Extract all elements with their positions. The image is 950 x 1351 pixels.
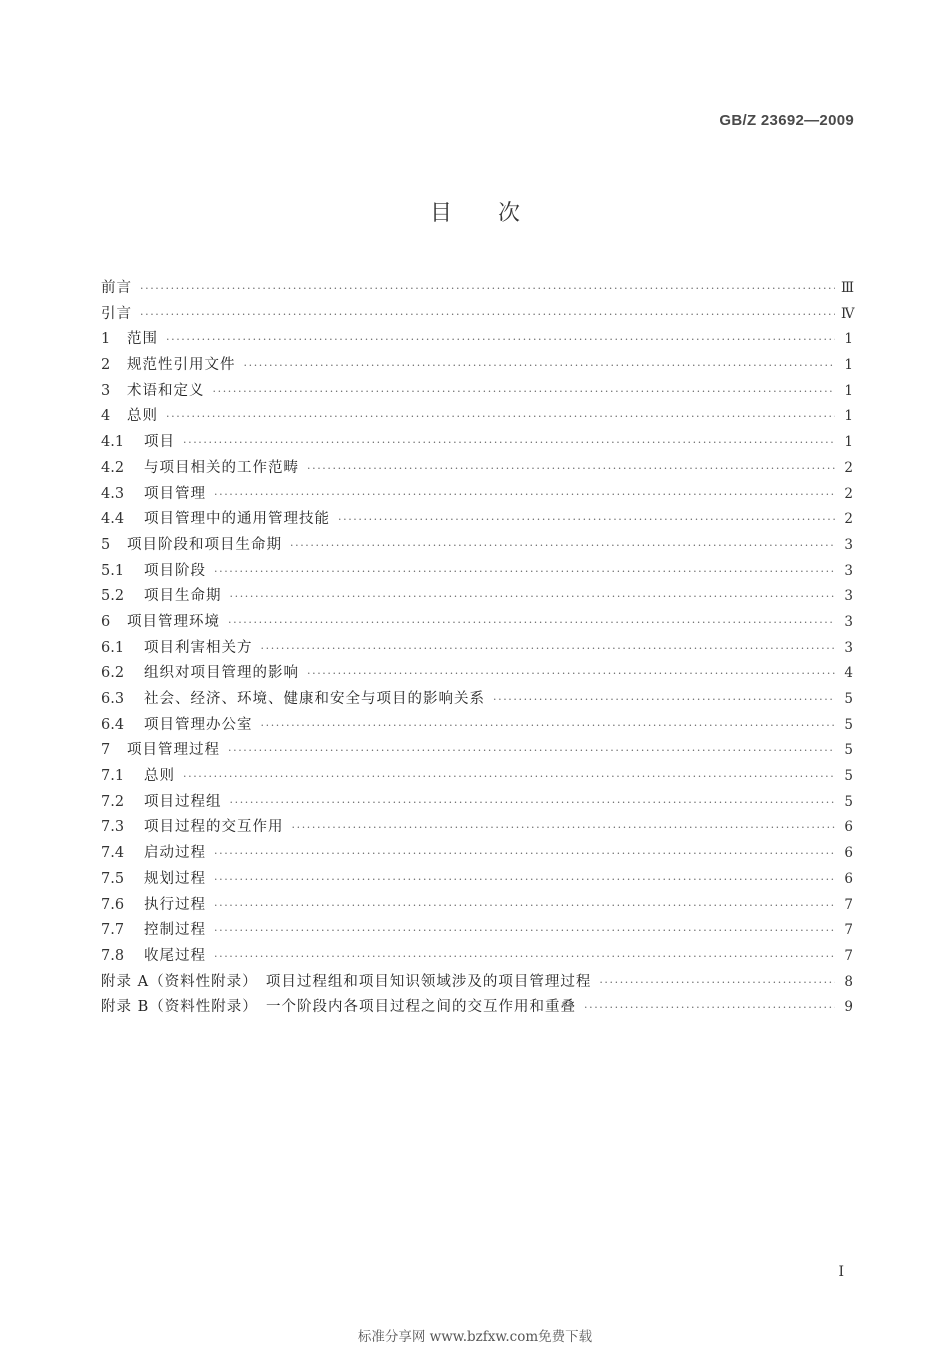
- toc-entry-title: 项目管理: [144, 485, 206, 502]
- toc-entry-number: 7.5: [101, 870, 125, 887]
- toc-entry-page: 2: [844, 459, 853, 476]
- toc-entry-title: 范围: [127, 331, 158, 348]
- toc-entry-number: 7.2: [101, 793, 125, 810]
- page-title: 目次: [429, 201, 566, 226]
- toc-entry-title: 项目阶段: [144, 562, 206, 579]
- toc-entry[interactable]: [101, 327, 853, 353]
- toc-entry[interactable]: [101, 482, 853, 508]
- toc-entry-page: 7: [844, 922, 853, 939]
- toc-entry-page: 6: [844, 845, 853, 862]
- toc-entry-page: 2: [844, 511, 853, 528]
- dot-leader: [214, 899, 835, 912]
- toc-entry-number: 4: [101, 408, 111, 425]
- watermark-text: 标准分享网 www.bzfxw.com免费下载: [357, 1329, 593, 1345]
- dot-leader: [261, 642, 836, 655]
- dot-leader: [230, 590, 836, 603]
- toc-entry-title: 项目: [144, 434, 175, 451]
- toc-entry-number: 7.4: [101, 845, 125, 862]
- toc-entry-number: 7.3: [101, 819, 125, 836]
- dot-leader: [183, 770, 835, 783]
- toc-entry-title: 项目过程的交互作用: [144, 819, 284, 836]
- toc-entry-number: 7.1: [101, 768, 125, 785]
- toc-entry-title: 引言: [101, 305, 132, 322]
- dot-leader: [214, 873, 835, 886]
- toc-entry[interactable]: [101, 893, 853, 919]
- toc-entry-title: 附录 A（资料性附录） 项目过程组和项目知识领域涉及的项目管理过程: [101, 973, 592, 990]
- toc-entry[interactable]: [101, 918, 853, 944]
- toc-entry-number: 5.2: [101, 588, 125, 605]
- toc-entry[interactable]: [101, 687, 853, 713]
- toc-entry-title: 项目管理过程: [127, 742, 220, 759]
- toc-entry[interactable]: [101, 533, 853, 559]
- toc-entry-number: 4.2: [101, 459, 125, 476]
- toc-entry[interactable]: [101, 379, 853, 405]
- toc-entry[interactable]: [101, 456, 853, 482]
- dot-leader: [584, 1001, 835, 1014]
- toc-entry-number: 2: [101, 357, 111, 374]
- toc-entry-title: 前言: [101, 280, 132, 296]
- toc-entry-page: 3: [844, 562, 853, 579]
- toc-entry-page: 5: [844, 793, 853, 810]
- toc-entry-title: 规范性引用文件: [127, 357, 236, 374]
- toc-entry-title: 组织对项目管理的影响: [144, 665, 299, 682]
- toc-entry-page: 1: [844, 357, 853, 374]
- toc-entry-number: 1: [101, 331, 111, 348]
- toc-entry-number: 7.8: [101, 947, 125, 964]
- toc-entry-page: 5: [844, 768, 853, 785]
- toc-entry-number: 4.1: [101, 434, 125, 451]
- dot-leader: [292, 821, 836, 834]
- toc-entry-page: 6: [844, 819, 853, 836]
- toc-entry-title: 控制过程: [144, 922, 206, 939]
- dot-leader: [213, 385, 836, 398]
- toc-entry[interactable]: [101, 944, 853, 970]
- toc-entry[interactable]: [101, 790, 853, 816]
- toc-entry-page: 5: [844, 691, 853, 707]
- toc-entry[interactable]: [101, 738, 853, 764]
- toc-entry[interactable]: [101, 276, 853, 302]
- toc-entry[interactable]: [101, 815, 853, 841]
- toc-entry[interactable]: [101, 995, 853, 1021]
- toc-entry-title: 执行过程: [144, 896, 206, 913]
- toc-entry-title: 社会、经济、环境、健康和安全与项目的影响关系: [144, 691, 485, 707]
- toc-entry-title: 总则: [127, 408, 158, 425]
- toc-entry-number: 7.7: [101, 922, 125, 939]
- toc-entry[interactable]: [101, 636, 853, 662]
- dot-leader: [214, 488, 835, 501]
- toc-entry-title: 术语和定义: [127, 382, 205, 399]
- toc-entry-title: 规划过程: [144, 870, 206, 887]
- toc-entry[interactable]: [101, 970, 853, 996]
- dot-leader: [140, 308, 835, 321]
- standard-code: GB/Z 23692—2009: [719, 112, 854, 129]
- dot-leader: [183, 436, 835, 449]
- toc-entry-number: 6.4: [101, 716, 125, 733]
- toc-entry-title: 收尾过程: [144, 947, 206, 964]
- toc-entry-page: 5: [844, 742, 853, 759]
- toc-entry-page: 7: [844, 896, 853, 913]
- toc-entry-title: 项目过程组: [144, 793, 222, 810]
- toc-entry-page: 6: [844, 870, 853, 887]
- toc-entry-page: 1: [844, 382, 853, 399]
- toc-entry-page: 1: [844, 408, 853, 425]
- toc-entry-page: 1: [844, 331, 853, 348]
- dot-leader: [166, 333, 835, 346]
- toc-entry-page: 1: [844, 434, 853, 451]
- toc-entry-title: 项目管理办公室: [144, 716, 253, 733]
- toc-entry-title: 项目管理中的通用管理技能: [144, 511, 330, 528]
- toc-entry-number: 6.3: [101, 691, 125, 707]
- toc-entry[interactable]: [101, 584, 853, 610]
- dot-leader: [228, 744, 835, 757]
- dot-leader: [140, 282, 835, 295]
- toc-entry-number: 6.2: [101, 665, 125, 682]
- toc-entry-page: 5: [844, 716, 853, 733]
- toc-entry-number: 5.1: [101, 562, 125, 579]
- toc-entry-number: 6: [101, 613, 111, 630]
- toc-entry-title: 项目阶段和项目生命期: [127, 536, 282, 553]
- toc-entry-number: 7: [101, 742, 111, 759]
- toc-entry-page: 3: [844, 613, 853, 630]
- dot-leader: [338, 513, 835, 526]
- toc-entry[interactable]: [101, 404, 853, 430]
- toc-entry[interactable]: [101, 507, 853, 533]
- toc-entry[interactable]: [101, 841, 853, 867]
- toc-entry-number: 4.4: [101, 511, 125, 528]
- dot-leader: [307, 462, 835, 475]
- dot-leader: [166, 410, 835, 423]
- toc-entry-number: 5: [101, 536, 111, 553]
- toc-entry-page: 9: [844, 999, 853, 1016]
- dot-leader: [228, 616, 835, 629]
- dot-leader: [493, 693, 835, 706]
- toc-entry-title: 总则: [144, 768, 175, 785]
- page-number: I: [838, 1264, 844, 1280]
- dot-leader: [290, 539, 835, 552]
- toc-entry-page: 3: [844, 639, 853, 656]
- toc-entry-title: 项目利害相关方: [144, 639, 253, 656]
- dot-leader: [244, 359, 836, 372]
- toc-entry-number: 6.1: [101, 639, 125, 656]
- toc-entry[interactable]: [101, 610, 853, 636]
- toc-entry-page: 3: [844, 536, 853, 553]
- toc-entry-title: 项目管理环境: [127, 613, 220, 630]
- toc-entry-number: 3: [101, 382, 111, 399]
- toc-entry[interactable]: [101, 764, 853, 790]
- toc-entry-page: Ⅳ: [841, 305, 855, 322]
- toc-entry-title: 附录 B（资料性附录） 一个阶段内各项目过程之间的交互作用和重叠: [101, 999, 577, 1016]
- toc-entry[interactable]: [101, 867, 853, 893]
- toc-entry[interactable]: [101, 302, 853, 328]
- dot-leader: [214, 565, 835, 578]
- toc-entry-page: 3: [844, 588, 853, 605]
- toc-entry-page: 7: [844, 947, 853, 964]
- toc-entry[interactable]: [101, 661, 853, 687]
- dot-leader: [214, 924, 835, 937]
- toc-entry[interactable]: [101, 430, 853, 456]
- toc-entry-number: 7.6: [101, 896, 125, 913]
- dot-leader: [307, 667, 835, 680]
- toc-entry-title: 与项目相关的工作范畴: [144, 459, 299, 476]
- toc-entry-page: 2: [844, 485, 853, 502]
- toc-entry-page: 8: [844, 973, 853, 990]
- toc-entry[interactable]: [101, 713, 853, 739]
- dot-leader: [214, 847, 835, 860]
- dot-leader: [230, 796, 836, 809]
- toc-entry-title: 启动过程: [144, 845, 206, 862]
- toc-entry-page: 4: [844, 665, 853, 682]
- toc-entry-title: 项目生命期: [144, 588, 222, 605]
- table-of-contents: [101, 276, 853, 1021]
- toc-entry-page: Ⅲ: [841, 280, 855, 296]
- toc-entry[interactable]: [101, 353, 853, 379]
- dot-leader: [214, 950, 835, 963]
- toc-entry-number: 4.3: [101, 485, 125, 502]
- toc-entry[interactable]: [101, 559, 853, 585]
- dot-leader: [261, 719, 836, 732]
- dot-leader: [599, 976, 835, 989]
